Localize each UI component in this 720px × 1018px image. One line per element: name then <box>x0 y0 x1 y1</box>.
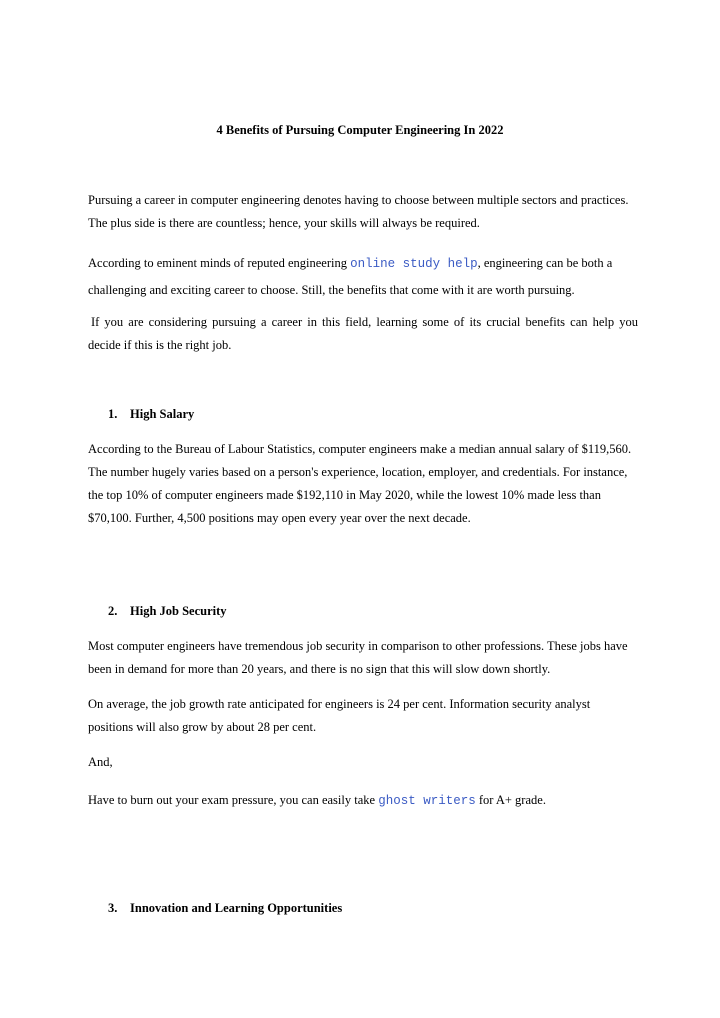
intro-paragraph-1: Pursuing a career in computer engineering denotes having to choose between multiple sectors and practices. The plus side is there are countless; hence, your skills will always be required. <box>88 193 629 230</box>
section-2-body-4-text-after: for A+ grade. <box>475 793 546 807</box>
section-1-heading <box>108 405 194 423</box>
section-1-body: According to the Bureau of Labour Statistics, computer engineers make a median annual salary of $119,560. The number hugely varies based on a person's experience, location, employer, and credentials. For instance, the top 10% of computer engineers made $192,110 in May 2020, while the lowest 10% made less than $70,100. Further, 4,500 positions may open every year over the next decade. <box>88 442 632 525</box>
section-3-number: 3. <box>108 901 118 915</box>
intro-paragraph-2-text-after: , engineering can be both a challenging and exciting career to choose. Still, the benefits that come with it are worth pursuing. <box>88 256 613 297</box>
section-3-heading <box>108 899 342 917</box>
ghost-writers-link[interactable]: ghost writers <box>378 794 476 808</box>
section-2-body-1: Most computer engineers have tremendous job security in comparison to other professions. These jobs have been in demand for more than 20 years, and there is no sign that this will slow down shortly. <box>88 639 628 676</box>
document-title: 4 Benefits of Pursuing Computer Engineering In 2022 <box>216 123 504 137</box>
section-2-title: High Job Security <box>130 604 227 618</box>
section-1-title: High Salary <box>130 407 195 421</box>
intro-paragraph-2 <box>88 250 638 303</box>
section-1-number: 1. <box>108 407 118 421</box>
section-2-heading <box>108 602 227 620</box>
section-2-body-4-text-before: Have to burn out your exam pressure, you can easily take <box>88 793 379 807</box>
section-2-body-4 <box>88 787 638 814</box>
online-study-help-link[interactable]: online study help <box>350 257 478 271</box>
section-2-body-3: And, <box>88 755 113 769</box>
section-2-body-2: On average, the job growth rate anticipated for engineers is 24 per cent. Information security analyst positions will also grow by about 28 per cent. <box>88 697 591 734</box>
section-3-title: Innovation and Learning Opportunities <box>130 901 343 915</box>
intro-paragraph-2-text-before: According to eminent minds of reputed engineering <box>88 256 351 270</box>
section-2-number: 2. <box>108 604 118 618</box>
intro-paragraph-3: If you are considering pursuing a career in this field, learning some of its crucial benefits can help you decide if this is the right job. <box>88 315 638 352</box>
